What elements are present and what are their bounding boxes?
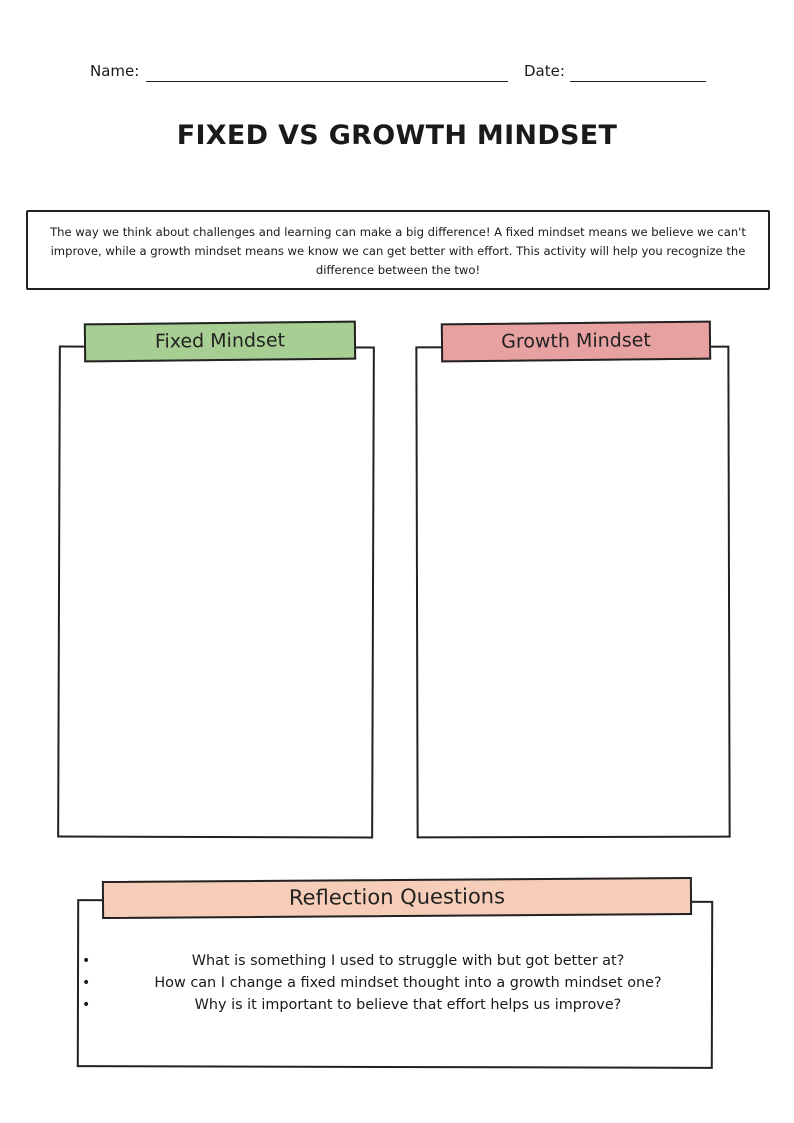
question-text: How can I change a fixed mindset thought into a growth mindset one? bbox=[154, 975, 662, 991]
question-text: Why is it important to believe that effort helps us improve? bbox=[194, 997, 622, 1013]
growth-mindset-label: Growth Mindset bbox=[501, 329, 651, 353]
name-label: Name: bbox=[90, 62, 140, 80]
bullet-icon: • bbox=[82, 953, 91, 969]
reflection-label: Reflection Questions bbox=[288, 884, 506, 910]
fixed-mindset-header bbox=[84, 321, 356, 363]
reflection-question-list bbox=[77, 950, 713, 1016]
list-item bbox=[77, 950, 713, 972]
growth-mindset-header bbox=[441, 321, 711, 363]
bullet-icon: • bbox=[82, 975, 91, 991]
fixed-mindset-writing-area[interactable] bbox=[57, 345, 375, 838]
bullet-icon: • bbox=[82, 997, 91, 1013]
question-text: What is something I used to struggle with but got better at? bbox=[191, 953, 625, 969]
intro-box bbox=[26, 210, 770, 290]
date-label: Date: bbox=[524, 62, 565, 80]
page-title: FIXED VS GROWTH MINDSET bbox=[176, 120, 618, 151]
date-field[interactable] bbox=[570, 81, 706, 82]
intro-text: The way we think about challenges and learning can make a big difference! A fixed mindset means we believe we can't improve, while a growth mindset means we know we can get better with effort. This activity will help you recognize the difference between the two! bbox=[50, 225, 746, 277]
reflection-header bbox=[102, 877, 692, 919]
list-item bbox=[77, 994, 713, 1016]
fixed-mindset-label: Fixed Mindset bbox=[154, 329, 286, 353]
name-field[interactable] bbox=[146, 81, 508, 82]
growth-mindset-writing-area[interactable] bbox=[415, 346, 730, 839]
list-item bbox=[77, 972, 713, 994]
